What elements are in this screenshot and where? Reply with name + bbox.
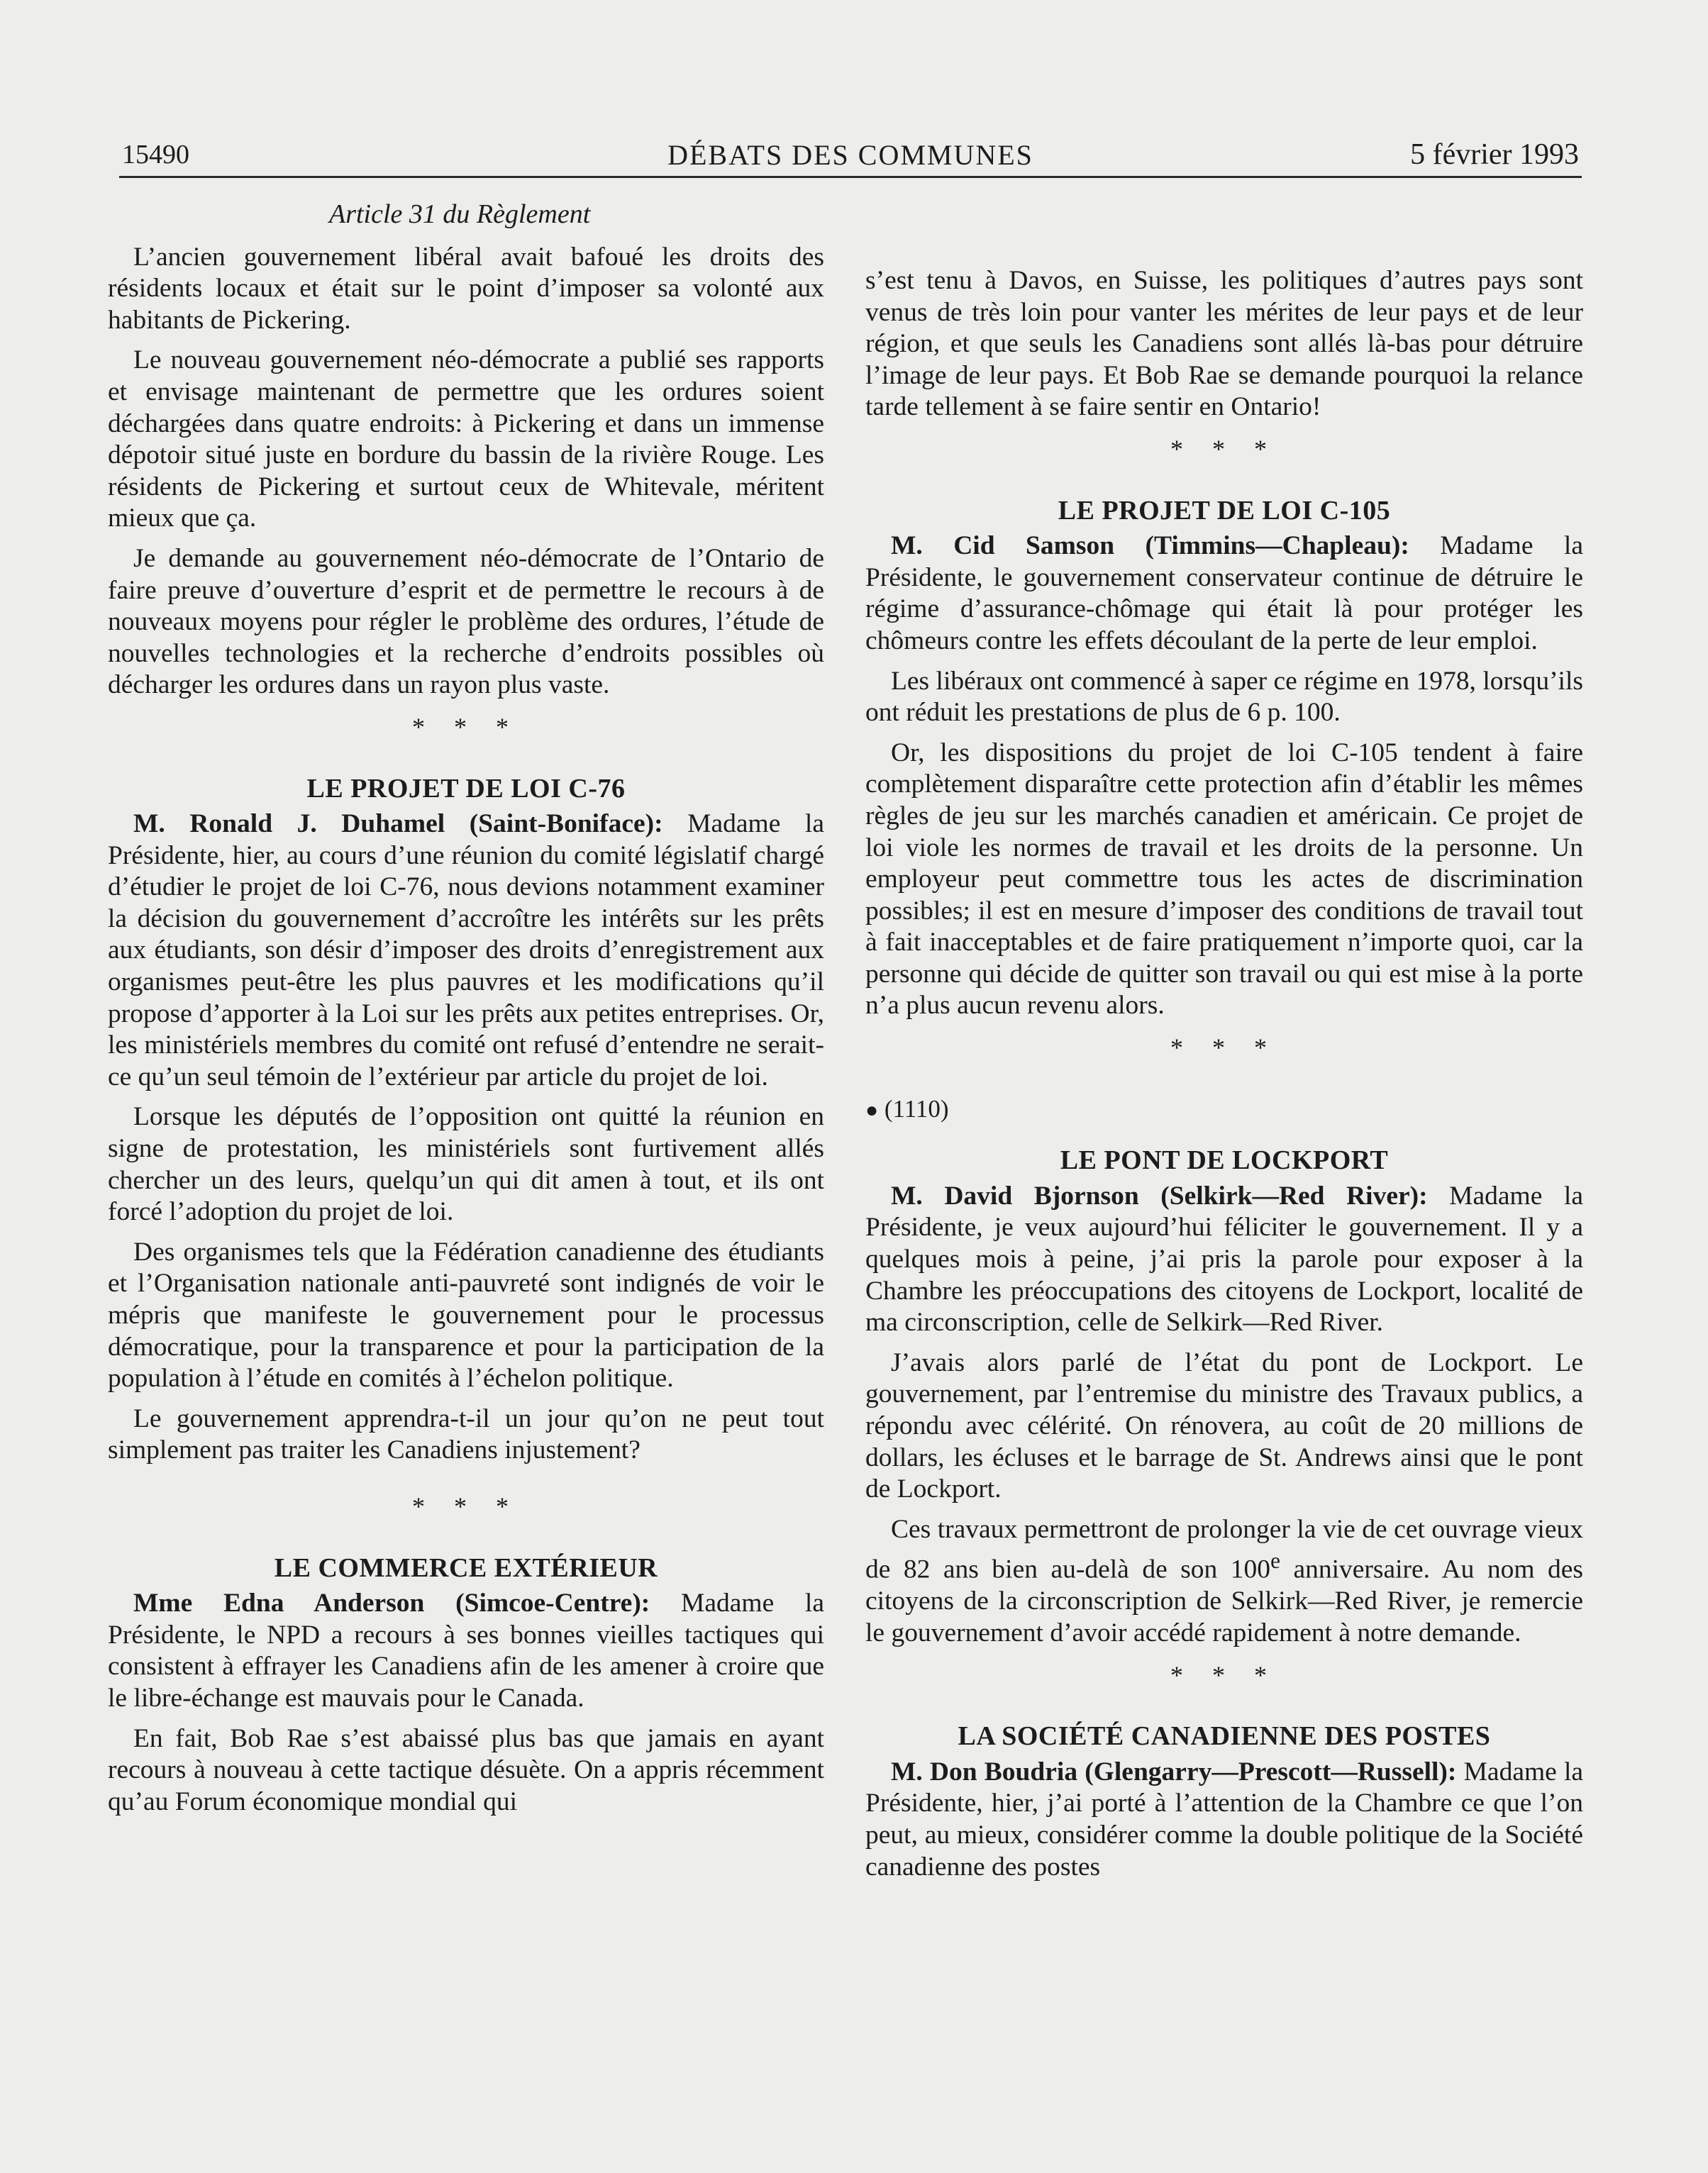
paragraph: En fait, Bob Rae s’est abaissé plus bas que jamais en ayant recours à nouveau à cette tactique désuète. On a appris récemment qu’au Forum économique mondial qui (108, 1723, 824, 1816)
speech-paragraph (865, 1757, 1583, 1883)
right-column (865, 265, 1583, 1891)
paragraph (865, 1514, 1583, 1650)
paragraph: Des organismes tels que la Fédération canadienne des étudiants et l’Organisation nationale anti-pauvreté sont indignés de voir le mépris que manifeste le gouvernement pour le processus démocratique, pour la transparence et pour la participation de la population à l’étude en comités à l’échelon politique. (108, 1237, 824, 1394)
section-separator: * * * (1170, 434, 1278, 463)
speech-text: Madame la Présidente, le gouvernement conservateur continue de détruire le régime d’assurance-chômage qui était là pour protéger les chômeurs contre les effets découlant de la perte de leur emploi. (865, 531, 1583, 655)
paragraph-text: anniversaire. Au nom des citoyens de la circonscription de Selkirk—Red River, je remercie le gouvernement d’avoir accédé rapidement à notre demande. (865, 1555, 1583, 1648)
speech-text: Madame la Présidente, hier, au cours d’une réunion du comité législatif chargé d’étudier le projet de loi C-76, nous devions notamment examiner la décision du gouvernement d’accroître les intérêts sur les prêts aux étudiants, son désir d’imposer des droits d’enregistrement aux organismes peut-être les plus pauvres et les modifications qu’il propose d’apporter à la Loi sur les prêts aux petites entreprises. Or, les ministériels membres du comité ont refusé d’entendre ne serait-ce qu’un seul témoin de l’extérieur par article du projet de loi. (108, 809, 824, 1091)
speech-text: Madame la Présidente, le NPD a recours à ses bonnes vieilles tactiques qui consistent à effrayer les Canadiens afin de les amener à croire que le libre-échange est mauvais pour le Canada. (108, 1589, 824, 1713)
speaker-name: M. David Bjornson (Selkirk—Red River): (891, 1181, 1428, 1211)
speaker-name: M. Ronald J. Duhamel (Saint-Boniface): (133, 809, 663, 839)
speaker-name: M. Don Boudria (Glengarry—Prescott—Russell): (891, 1757, 1457, 1786)
section-heading: LE PROJET DE LOI C-76 (306, 773, 626, 804)
section-separator: * * * (412, 1491, 520, 1521)
section-separator: * * * (1170, 1033, 1278, 1062)
speech-text: Madame la Présidente, je veux aujourd’hui féliciter le gouvernement. Il y a quelques mois à peine, j’ai pris la parole pour exposer à la Chambre les préoccupations des citoyens de Lockport, localité de ma circonscription, celle de Selkirk—Red River. (865, 1181, 1583, 1338)
section-separator: * * * (1170, 1660, 1278, 1689)
bullet-icon: ● (865, 1098, 879, 1122)
rule-heading: Article 31 du Règlement (329, 199, 591, 229)
paragraph: L’ancien gouvernement libéral avait bafoué les droits des résidents locaux et était sur le point d’imposer sa volonté aux habitants de Pickering. (108, 242, 824, 335)
page-header (119, 126, 1582, 178)
issue-date: 5 février 1993 (1410, 138, 1579, 171)
paragraph-text: Ces travaux permettront de prolonger la vie de cet ouvrage vieux de 82 ans bien au-delà de son 100 (865, 1514, 1583, 1584)
section-heading: LE COMMERCE EXTÉRIEUR (274, 1552, 658, 1583)
superscript: e (1270, 1548, 1280, 1574)
paragraph: Je demande au gouvernement néo-démocrate de l’Ontario de faire preuve d’ouverture d’esprit et de permettre le recours à de nouveaux moyens pour régler le problème des ordures, l’étude de nouvelles technologies et la recherche d’endroits possibles où décharger les ordures dans un rayon plus vaste. (108, 543, 824, 700)
section-heading: LA SOCIÉTÉ CANADIENNE DES POSTES (958, 1721, 1491, 1752)
paragraph: Les libéraux ont commencé à saper ce régime en 1978, lorsqu’ils ont réduit les prestations de plus de 6 p. 100. (865, 666, 1583, 728)
journal-title: DÉBATS DES COMMUNES (667, 139, 1033, 171)
speech-paragraph (865, 1181, 1583, 1339)
paragraph: Le gouvernement apprendra-t-il un jour qu’on ne peut tout simplement pas traiter les Canadiens injustement? (108, 1404, 824, 1465)
time-marker (865, 1094, 1583, 1127)
time-marker-text: (1110) (884, 1094, 949, 1123)
speech-paragraph (108, 1588, 824, 1714)
section-separator: * * * (412, 712, 520, 741)
speech-paragraph (108, 808, 824, 1093)
paragraph: Or, les dispositions du projet de loi C-105 tendent à faire complètement disparaître cette protection afin d’établir les mêmes règles de jeu sur les marchés canadien et américain. Ce projet de loi viole les normes de travail et les droits de la personne. Un employeur peut commettre tous les actes de discrimination possibles; il est en mesure d’imposer des conditions de travail tout à fait inacceptables et de faire pratiquement n’importe quoi, car la personne qui décide de quitter son travail ou qui est mise à la porte n’a plus aucun revenu alors. (865, 738, 1583, 1021)
speech-paragraph (865, 530, 1583, 657)
section-heading: LE PROJET DE LOI C-105 (1058, 495, 1391, 526)
paragraph: Lorsque les députés de l’opposition ont quitté la réunion en signe de protestation, les ministériels sont furtivement allés chercher un des leurs, quelqu’un qui dit amen à tout, et ils ont forcé l’adoption du projet de loi. (108, 1102, 824, 1227)
page-number: 15490 (122, 140, 189, 169)
speech-text: Madame la Présidente, hier, j’ai porté à l’attention de la Chambre ce que l’on peut, au mieux, considérer comme la double politique de la Société canadienne des postes (865, 1757, 1584, 1882)
paragraph: J’avais alors parlé de l’état du pont de Lockport. Le gouvernement, par l’entremise du ministre des Travaux publics, a répondu avec célérité. On rénovera, au coût de 20 millions de dollars, les écluses et le barrage de St. Andrews ainsi que le pont de Lockport. (865, 1347, 1583, 1504)
section-heading: LE PONT DE LOCKPORT (1060, 1145, 1389, 1176)
paragraph: s’est tenu à Davos, en Suisse, les politiques d’autres pays sont venus de très loin pour vanter les mérites de leur pays et de leur région, et que seuls les Canadiens sont allés là-bas pour détruire l’image de leur pays. Et Bob Rae se demande pourquoi la relance tarde tellement à se faire sentir en Ontario! (865, 266, 1583, 422)
paragraph: Le nouveau gouvernement néo-démocrate a publié ses rapports et envisage maintenant de permettre que les ordures soient déchargées dans quatre endroits: à Pickering et dans un immense dépotoir situé juste en bordure du bassin de la rivière Rouge. Les résidents de Pickering et surtout ceux de Whitevale, méritent mieux que ça. (108, 345, 824, 533)
speaker-name: Mme Edna Anderson (Simcoe-Centre): (133, 1589, 650, 1618)
left-column (108, 199, 824, 1826)
speaker-name: M. Cid Samson (Timmins—Chapleau): (891, 531, 1409, 561)
